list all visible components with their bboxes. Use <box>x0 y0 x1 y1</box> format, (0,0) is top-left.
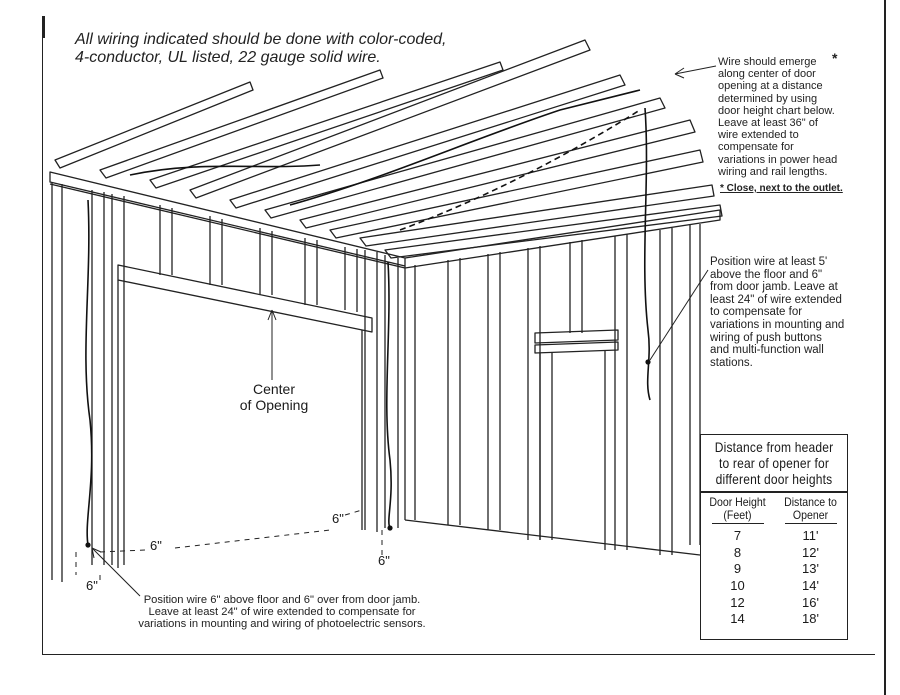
wire-emerge-text: Wire should emerge along center of door opening at a distance determined by using door height chart below. Leave at least 36" of wire extended to compensate for variations in power head wiring and rail lengths. <box>718 56 838 178</box>
distance-cell: 16' <box>802 594 819 610</box>
table-header-row <box>701 496 847 522</box>
distance-cell: 18' <box>802 611 819 627</box>
distance-cell: 14' <box>802 578 819 594</box>
emerge-footnote-star: * <box>832 50 838 66</box>
wall-station-wire <box>645 108 650 400</box>
table-row <box>701 577 847 594</box>
sensor-outlet-dot-right <box>387 525 392 530</box>
column-underline <box>712 523 764 524</box>
center-of-opening-label: Center of Opening <box>239 381 309 413</box>
wire-emerge-note <box>718 50 868 178</box>
leader-lines <box>92 66 716 596</box>
dimension-label-left-offset: 6" <box>150 538 162 553</box>
table-divider <box>701 491 847 493</box>
door-height-table <box>700 434 848 640</box>
table-row <box>701 528 847 545</box>
distance-cell: 12' <box>802 544 819 560</box>
column-header-distance: Distance to Opener <box>784 494 837 522</box>
column-header-door-height: Door Height (Feet) <box>709 494 766 522</box>
door-height-cell: 9 <box>733 561 742 577</box>
distance-cell: 11' <box>802 528 819 544</box>
column-underline <box>785 523 837 524</box>
door-height-cell: 12 <box>730 594 745 610</box>
door-height-cell: 7 <box>733 528 742 544</box>
dimension-label-left-height: 6" <box>86 578 98 593</box>
table-body <box>701 528 847 628</box>
sensor-outlet-dot-left <box>85 542 90 547</box>
wiring-instruction-title: All wiring indicated should be done with color-coded, 4-conductor, UL listed, 22 gauge solid wire. <box>75 31 447 66</box>
sensor-leader <box>92 548 140 596</box>
table-title: Distance from header to rear of opener for different door heights <box>714 439 834 487</box>
distance-cell: 13' <box>802 561 819 577</box>
table-row <box>701 594 847 611</box>
photo-sensor-note: Position wire 6" above floor and 6" over from door jamb. Leave at least 24" of wire extended to compensate for variations in mounting and wiring of photoelectric sensors. <box>138 594 426 631</box>
left-sensor-wire <box>86 200 92 545</box>
back-wall-door-frame <box>535 330 618 550</box>
table-row <box>701 610 847 627</box>
outlet-footnote: * Close, next to the outlet. <box>720 183 843 194</box>
dimension-label-right-jamb: 6" <box>332 511 344 526</box>
column-underlines <box>701 523 847 524</box>
wall-station-note: Position wire at least 5' above the floor and 6" from door jamb. Leave at least 24" of wire extended to compensate for variations in mounting and wiring of push buttons and multi-function wall stations. <box>710 256 845 369</box>
wall-station-dot <box>645 359 650 364</box>
right-sensor-wire <box>387 262 391 528</box>
dimension-label-right-height: 6" <box>378 553 390 568</box>
door-height-cell: 10 <box>730 578 745 594</box>
wall-station-leader <box>650 270 708 360</box>
table-row <box>701 544 847 561</box>
door-height-cell: 8 <box>733 544 742 560</box>
door-height-cell: 14 <box>730 611 745 627</box>
table-row <box>701 561 847 578</box>
ceiling-wire-1 <box>130 165 320 175</box>
